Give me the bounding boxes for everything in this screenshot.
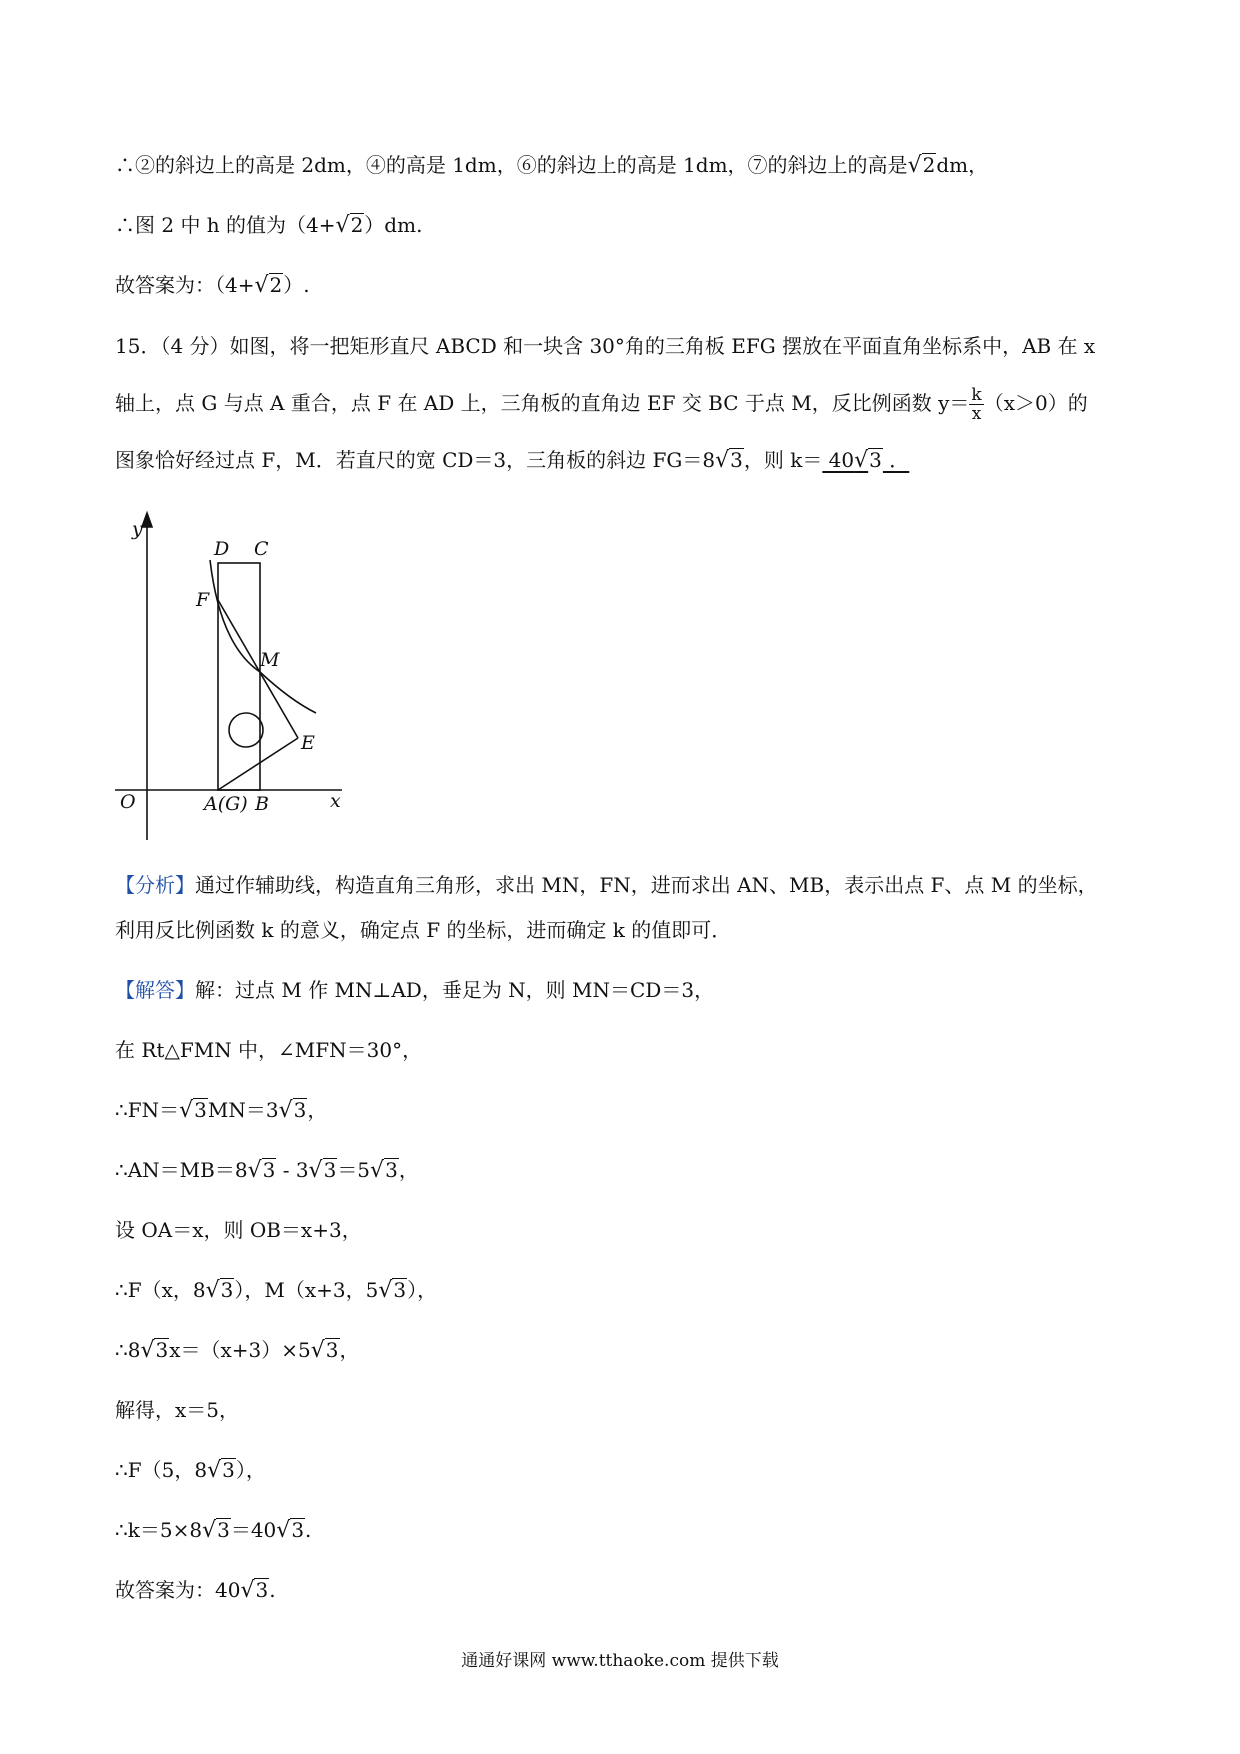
radical: 3: [220, 1278, 234, 1302]
page-footer: 通通好课网 www.tthaoke.com 提供下载: [461, 1651, 779, 1671]
label-ag: A(G): [204, 793, 248, 815]
radical: 3: [325, 1338, 339, 1362]
analysis-line-2: 利用反比例函数 k 的意义，确定点 F 的坐标，进而确定 k 的值即可．: [115, 918, 732, 942]
y-axis-arrow: [142, 513, 152, 527]
text-line-1: ∴②的斜边上的高是 2dm，④的高是 1dm，⑥的斜边上的高是 1dm，⑦的斜边上的高是√2dm，: [115, 153, 989, 178]
radical: 2: [269, 273, 283, 297]
ruler-rectangle: [218, 563, 260, 790]
solution-line-9: ∴F（5，8√3），: [115, 1458, 266, 1483]
triangle-side-eg: [218, 738, 298, 790]
triangle-hole: [229, 713, 263, 747]
label-b: B: [255, 793, 269, 815]
analysis-tag: 【分析】: [115, 873, 195, 897]
radical: 3: [730, 448, 743, 472]
label-m: M: [260, 649, 280, 671]
radical: 3: [291, 1518, 305, 1542]
fraction-k-over-x: $\frac{k}{x}$: [971, 385, 982, 424]
label-x: x: [330, 790, 341, 812]
solution-line-3: ∴FN＝√3MN＝3√3，: [115, 1098, 328, 1123]
analysis-line-1: 【分析】通过作辅助线，构造直角三角形，求出 MN，FN，进而求出 AN、MB，表示出点 F、点 M 的坐标，: [115, 873, 1098, 897]
radical: 3: [262, 1158, 276, 1182]
label-c: C: [254, 538, 269, 560]
question-line-2: 轴上，点 G 与点 A 重合，点 F 在 AD 上，三角板的直角边 EF 交 BC 于点 M，反比例函数 y＝ $\frac{k}{x}$ （x＞0）的: [115, 385, 1088, 424]
solution-line-7: ∴8√3x＝（x+3）×5√3，: [115, 1338, 360, 1363]
hyperbola-curve: [210, 560, 316, 713]
radical: 3: [217, 1518, 230, 1542]
label-y: y: [132, 518, 143, 540]
solution-line-4: ∴AN＝MB＝8√3 - 3√3＝5√3，: [115, 1158, 419, 1183]
question-line-1: 15．（4 分）如图，将一把矩形直尺 ABCD 和一块含 30°角的三角板 EFG 摆放在平面直角坐标系中，AB 在 x: [115, 334, 1096, 358]
radical: 3: [194, 1098, 207, 1122]
text-line-3: 故答案为：（4+√2）.: [115, 273, 310, 298]
radical: 3: [385, 1158, 398, 1182]
label-f: F: [196, 589, 210, 611]
radical: 3: [155, 1338, 169, 1362]
answer-blank: 40√3 ．: [822, 448, 910, 473]
coordinate-figure: [110, 505, 360, 845]
label-e: E: [301, 732, 315, 754]
solution-line-8: 解得，x＝5，: [115, 1398, 240, 1422]
label-d: D: [214, 538, 230, 560]
question-line-3: 图象恰好经过点 F，M．若直尺的宽 CD＝3，三角板的斜边 FG＝8√3，则 k＝ 40√3 ．: [115, 448, 910, 473]
solution-line-5: 设 OA＝x，则 OB＝x+3，: [115, 1218, 362, 1242]
text-line-2: ∴图 2 中 h 的值为（4+√2）dm.: [115, 213, 423, 238]
solution-tag: 【解答】: [115, 978, 195, 1002]
radical: 3: [323, 1158, 337, 1182]
solution-line-11: 故答案为：40√3.: [115, 1578, 276, 1603]
solution-line-10: ∴k＝5×8√3＝40√3.: [115, 1518, 312, 1543]
solution-line-6: ∴F（x，8√3），M（x+3，5√3），: [115, 1278, 438, 1303]
solution-line-1: 【解答】解：过点 M 作 MN⊥AD，垂足为 N，则 MN＝CD＝3，: [115, 978, 715, 1002]
radical: 3: [293, 1098, 307, 1122]
radical: 2: [350, 213, 364, 237]
radical: 3: [222, 1458, 235, 1482]
label-o: O: [120, 791, 136, 813]
solution-line-2: 在 Rt△FMN 中，∠MFN＝30°，: [115, 1038, 423, 1062]
radical: 3: [255, 1578, 269, 1602]
radical: 3: [393, 1278, 407, 1302]
radical: 3: [869, 448, 882, 472]
radical: 2: [922, 153, 936, 177]
